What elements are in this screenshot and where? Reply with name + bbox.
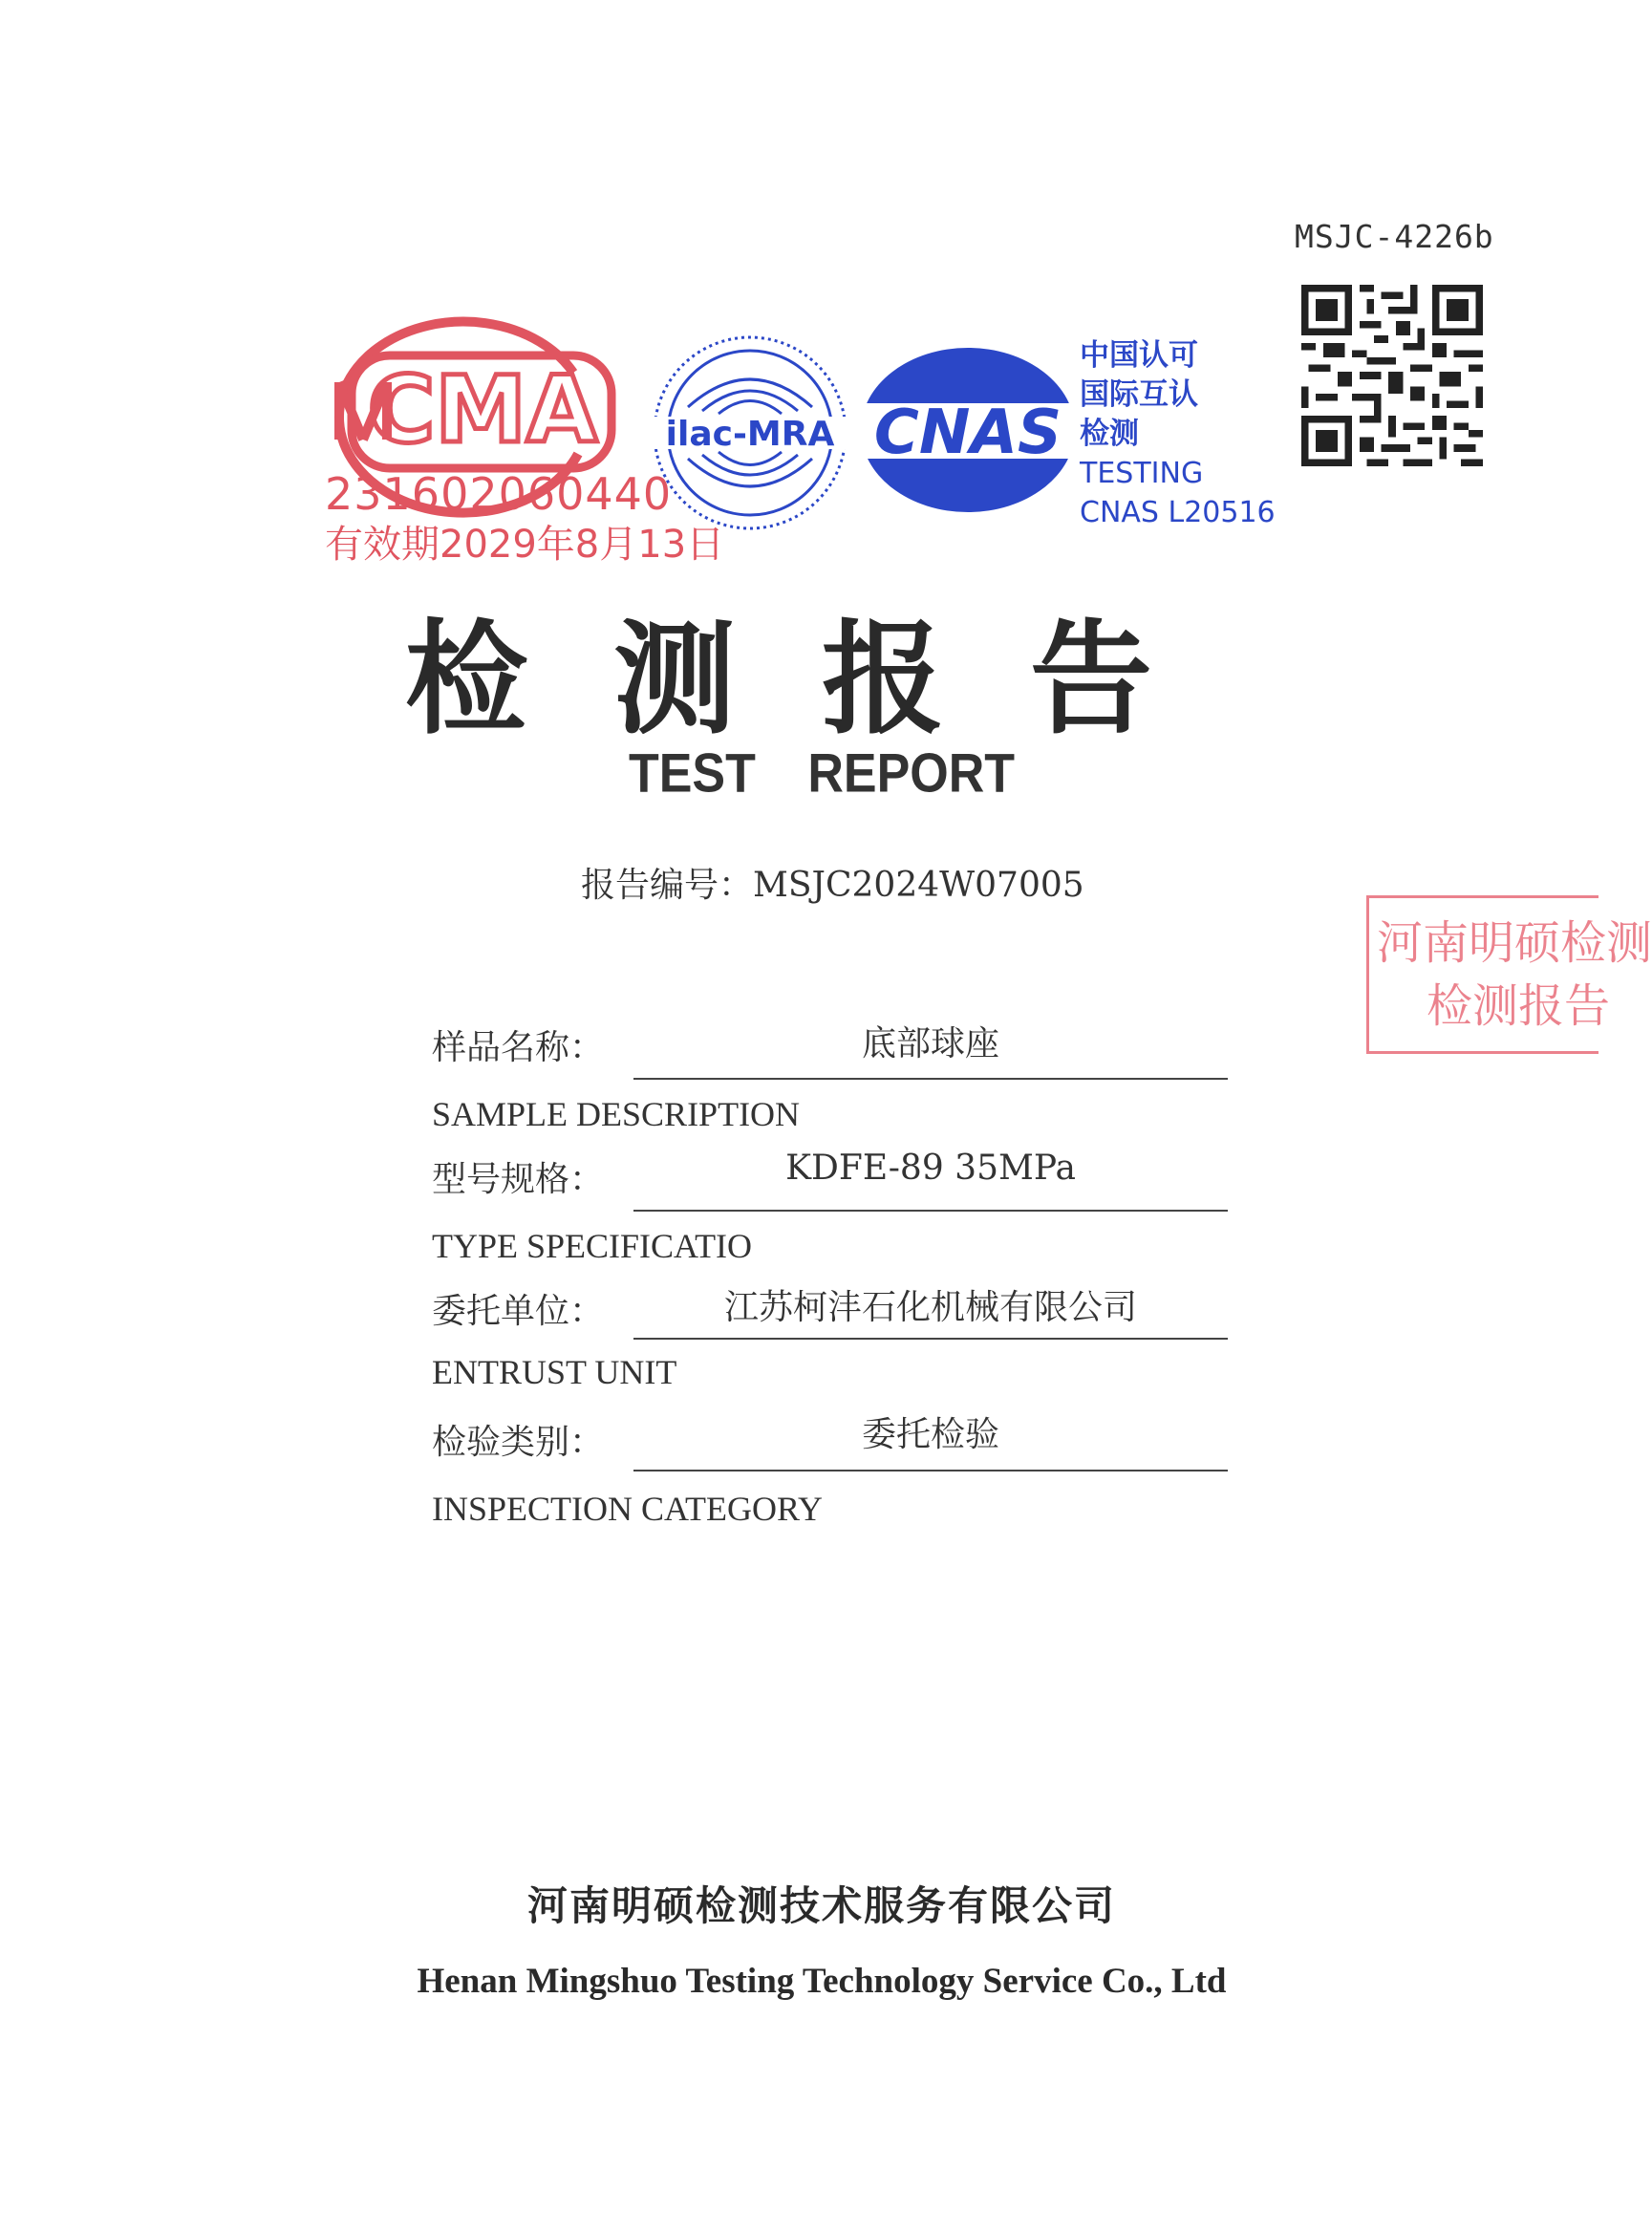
document-code: MSJC-4226b bbox=[1295, 218, 1494, 255]
report-title-en: TEST REPORT bbox=[628, 743, 1016, 805]
field-en-entrust: ENTRUST UNIT bbox=[432, 1353, 677, 1391]
cnas-line-2: 国际互认 bbox=[1080, 377, 1198, 412]
ilac-mra-logo-icon bbox=[650, 333, 850, 533]
field-en-sample: SAMPLE DESCRIPTION bbox=[432, 1095, 801, 1133]
field-label-sample: 样品名称： bbox=[432, 1028, 605, 1067]
field-label-type: 型号规格： bbox=[432, 1160, 605, 1199]
field-value-entrust: 江苏柯沣石化机械有限公司 bbox=[723, 1288, 1137, 1327]
cnas-line-1: 中国认可 bbox=[1080, 338, 1198, 373]
field-en-category: INSPECTION CATEGORY bbox=[432, 1490, 824, 1528]
field-underline bbox=[633, 1470, 1228, 1471]
report-title-cn: 检测报告 bbox=[404, 609, 1238, 751]
field-value-type: KDFE-89 35MPa bbox=[785, 1149, 1076, 1188]
field-underline bbox=[633, 1078, 1228, 1080]
cma-mark: CMA bbox=[367, 356, 598, 463]
field-value-sample: 底部球座 bbox=[861, 1024, 999, 1063]
field-label-category: 检验类别： bbox=[432, 1423, 605, 1462]
cnas-line-3: 检测 bbox=[1080, 417, 1139, 451]
cnas-caption bbox=[1080, 336, 1276, 532]
company-stamp bbox=[1366, 895, 1652, 1054]
qr-code-icon bbox=[1301, 285, 1483, 466]
cnas-line-5: CNAS L20516 bbox=[1080, 496, 1276, 529]
cma-certificate-code: 231602060440 bbox=[325, 468, 673, 520]
field-en-type: TYPE SPECIFICATIO bbox=[432, 1227, 753, 1265]
field-label-entrust: 委托单位： bbox=[432, 1292, 605, 1331]
cma-validity: 有效期2029年8月13日 bbox=[325, 523, 725, 567]
report-number-label: 报告编号： bbox=[581, 866, 754, 905]
field-value-category: 委托检验 bbox=[861, 1415, 999, 1454]
cnas-mark: CNAS bbox=[873, 397, 1062, 468]
cnas-logo-icon bbox=[855, 344, 1084, 516]
cnas-line-4: TESTING bbox=[1080, 457, 1204, 490]
field-underline bbox=[633, 1338, 1228, 1340]
ilac-mark: ilac-MRA bbox=[665, 415, 835, 454]
company-name-cn: 河南明硕检测技术服务有限公司 bbox=[526, 1882, 1116, 1929]
company-name-en: Henan Mingshuo Testing Technology Service Co., Ltd bbox=[417, 1962, 1227, 2001]
stamp-line-1: 河南明硕检测 bbox=[1377, 916, 1652, 970]
field-underline bbox=[633, 1210, 1228, 1212]
stamp-line-2: 检测报告 bbox=[1427, 979, 1611, 1033]
report-number-value: MSJC2024W07005 bbox=[753, 866, 1084, 905]
report-number bbox=[581, 858, 1084, 907]
